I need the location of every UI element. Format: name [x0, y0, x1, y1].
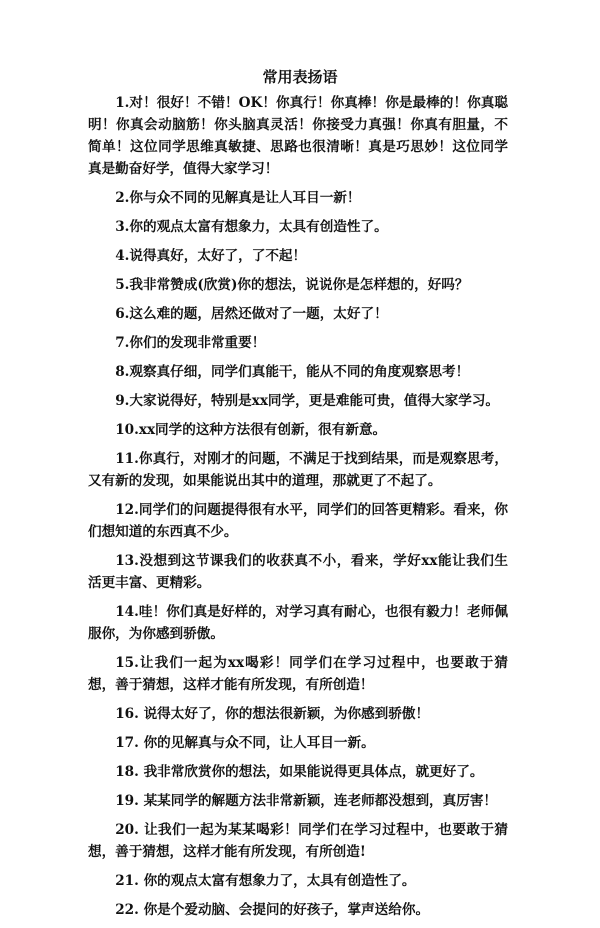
list-item: 17. 你的见解真与众不同，让人耳目一新。 [115, 735, 375, 751]
list-item: 18. 我非常欣赏你的想法，如果能说得更具体点，就更好了。 [115, 764, 484, 780]
list-item: 20. 让我们一起为某某喝彩！同学们在学习过程中，也要敢于猜想，善于猜想，这样才能有所发现，有所创造! [88, 822, 508, 860]
praise-list [88, 92, 508, 928]
list-item: 8.观察真仔细，同学们真能干，能从不同的角度观察思考！ [115, 364, 470, 380]
list-item: 2.你与众不同的见解真是让人耳目一新！ [115, 190, 361, 206]
page-title: 常用表扬语 [262, 68, 338, 86]
list-item: 14.哇！你们真是好样的，对学习真有耐心，也很有毅力！老师佩服你，为你感到骄傲。 [88, 604, 508, 642]
list-item: 6.这么难的题，居然还做对了一题，太好了！ [115, 306, 388, 322]
list-item: 7.你们的发现非常重要！ [115, 335, 266, 351]
list-item: 3.你的观点太富有想象力，太具有创造性了。 [115, 219, 388, 235]
list-item: 11.你真行，对刚才的问题，不满足于找到结果，而是观察思考，又有新的发现，如果能说出其中的道理，那就更了不起了。 [88, 451, 508, 489]
list-item: 16. 说得太好了，你的想法很新颖，为你感到骄傲！ [115, 706, 430, 722]
list-item: 10.xx同学的这种方法很有创新，很有新意。 [115, 422, 387, 438]
list-item: 22. 你是个爱动脑、会提问的好孩子，掌声送给你。 [115, 902, 430, 918]
list-item: 1.对！很好！不错！OK！你真行！你真棒！你是最棒的！你真聪明！你真会动脑筋！你头脑真灵活！你接受力真强！你真有胆量，不简单！这位同学思维真敏捷、思路也很清晰！真是巧思妙！这位同学真是勤奋好学，值得大家学习！ [88, 95, 508, 177]
list-item: 19. 某某同学的解题方法非常新颖，连老师都没想到，真厉害！ [115, 793, 498, 809]
list-item: 4.说得真好，太好了，了不起！ [115, 248, 307, 264]
list-item: 15.让我们一起为xx喝彩！同学们在学习过程中，也要敢于猜想，善于猜想，这样才能有所发现，有所创造！ [88, 655, 508, 693]
list-item: 5.我非常赞成(欣赏)你的想法，说说你是怎样想的，好吗？ [115, 277, 469, 293]
list-item: 21. 你的观点太富有想象力了，太具有创造性了。 [115, 873, 416, 889]
list-item: 13.没想到这节课我们的收获真不小，看来，学好xx能让我们生活更丰富、更精彩。 [88, 553, 508, 591]
list-item: 12.同学们的问题提得很有水平，同学们的回答更精彩。看来，你们想知道的东西真不少。 [88, 502, 508, 540]
list-item: 9.大家说得好，特别是xx同学，更是难能可贵，值得大家学习。 [115, 393, 500, 409]
